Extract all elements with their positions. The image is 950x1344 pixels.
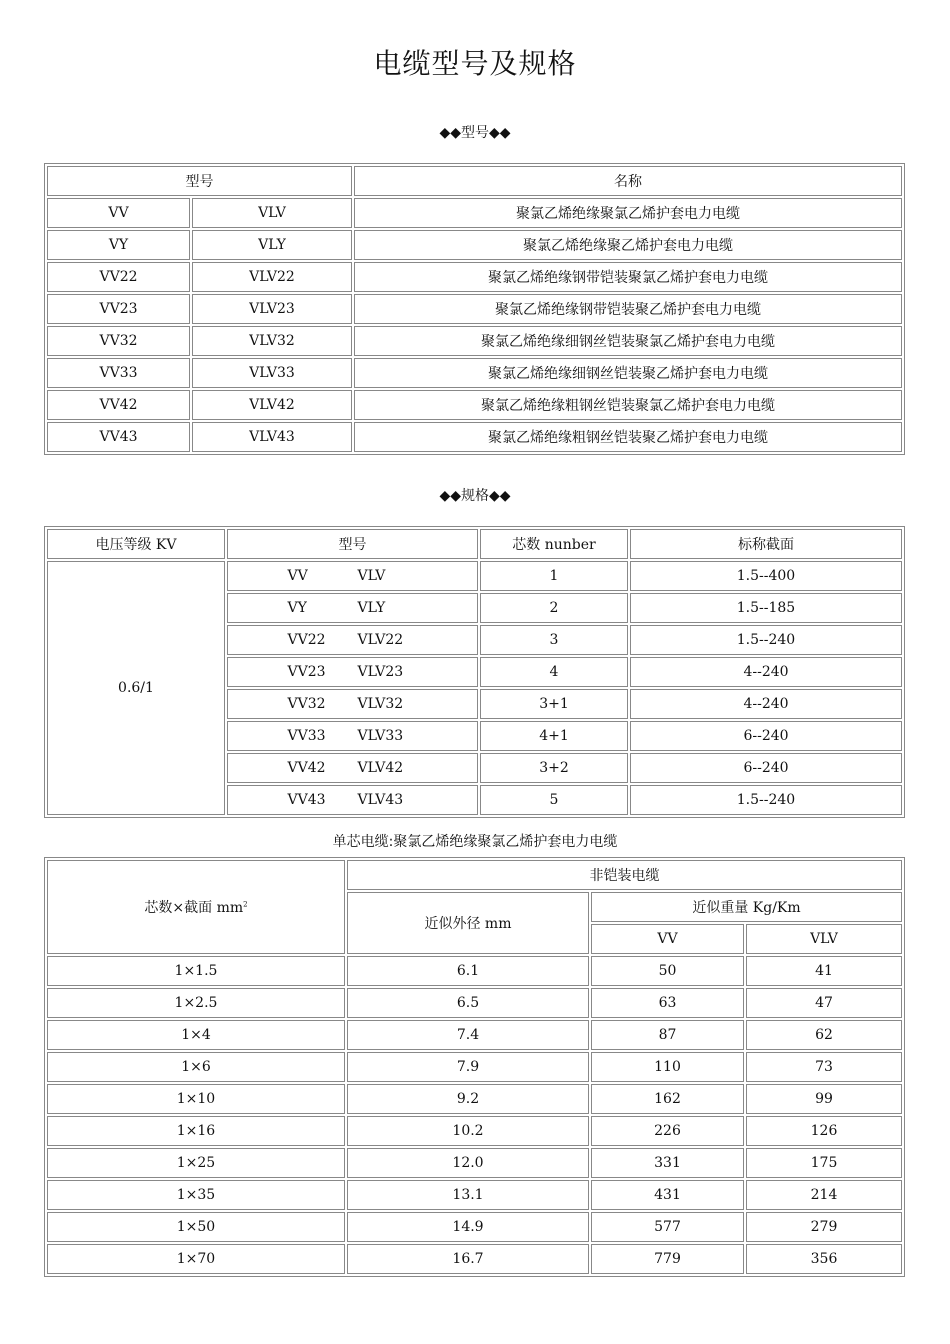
models-heading: ◆◆型号◆◆ [439,125,511,141]
table-row [47,422,902,452]
sc-vv: 110 [591,1052,744,1082]
spec-model-al: VLV [357,568,386,584]
spec-model [227,625,478,655]
spec-section: 6--240 [630,721,902,751]
spec-model [227,561,478,591]
single-core-note: 单芯电缆:聚氯乙烯绝缘聚氯乙烯护套电力电缆 [332,834,618,850]
sc-spec: 1×2.5 [47,988,345,1018]
spec-section: 1.5--185 [630,593,902,623]
model-name: 聚氯乙烯绝缘钢带铠装聚乙烯护套电力电缆 [354,294,902,324]
sc-spec: 1×16 [47,1116,345,1146]
table-row [47,1084,902,1114]
table-row [47,262,902,292]
spec-heading: ◆◆规格◆◆ [439,488,511,504]
spec-model-cu: VV43 [287,792,326,808]
sc-vv: 226 [591,1116,744,1146]
sc-diameter: 12.0 [347,1148,589,1178]
spec-model-cu: VV32 [287,696,326,712]
table-row [47,326,902,356]
models-table [44,163,905,455]
sc-vlv: 126 [746,1116,902,1146]
sc-vv: 331 [591,1148,744,1178]
sc-vv: 87 [591,1020,744,1050]
sc-vlv: 99 [746,1084,902,1114]
spec-table [44,526,905,818]
spec-header-voltage: 电压等级 KV [47,529,225,559]
sc-vv: 779 [591,1244,744,1274]
table-row [47,988,902,1018]
sc-header-vv: VV [591,924,744,954]
sc-spec: 1×10 [47,1084,345,1114]
model-cu: VV22 [47,262,190,292]
sc-spec: 1×25 [47,1148,345,1178]
sc-diameter: 7.9 [347,1052,589,1082]
sc-vv: 63 [591,988,744,1018]
sc-header-spec-sup: 2 [243,900,248,909]
spec-section: 1.5--240 [630,625,902,655]
spec-model [227,785,478,815]
spec-model [227,593,478,623]
table-row [47,230,902,260]
sc-vv: 162 [591,1084,744,1114]
sc-vlv: 279 [746,1212,902,1242]
spec-cores: 1 [480,561,628,591]
model-name: 聚氯乙烯绝缘聚氯乙烯护套电力电缆 [354,198,902,228]
model-al: VLV42 [192,390,352,420]
sc-vlv: 62 [746,1020,902,1050]
sc-spec: 1×6 [47,1052,345,1082]
page-title: 电缆型号及规格 [373,47,577,80]
model-al: VLV32 [192,326,352,356]
model-al: VLV33 [192,358,352,388]
sc-vlv: 175 [746,1148,902,1178]
spec-header-cores: 芯数 nunber [480,529,628,559]
spec-model-cu: VV23 [287,664,326,680]
table-row [47,294,902,324]
sc-header-weight: 近似重量 Kg/Km [591,892,902,922]
spec-cores: 4 [480,657,628,687]
model-name: 聚氯乙烯绝缘钢带铠装聚氯乙烯护套电力电缆 [354,262,902,292]
spec-header-model: 型号 [227,529,478,559]
model-al: VLV23 [192,294,352,324]
sc-vlv: 41 [746,956,902,986]
sc-spec: 1×50 [47,1212,345,1242]
sc-spec: 1×35 [47,1180,345,1210]
table-row [47,390,902,420]
table-row [47,1244,902,1274]
sc-vv: 577 [591,1212,744,1242]
model-al: VLV22 [192,262,352,292]
sc-diameter: 6.1 [347,956,589,986]
sc-vlv: 214 [746,1180,902,1210]
spec-section: 1.5--240 [630,785,902,815]
sc-vlv: 47 [746,988,902,1018]
spec-model-al: VLV43 [357,792,404,808]
spec-header-section: 标称截面 [630,529,902,559]
sc-vv: 50 [591,956,744,986]
spec-model [227,753,478,783]
model-al: VLV43 [192,422,352,452]
spec-model [227,721,478,751]
model-cu: VV32 [47,326,190,356]
sc-header-vlv: VLV [746,924,902,954]
sc-vv: 431 [591,1180,744,1210]
model-cu: VY [47,230,190,260]
table-row [47,956,902,986]
sc-diameter: 16.7 [347,1244,589,1274]
spec-model-cu: VY [287,600,307,616]
spec-section: 6--240 [630,753,902,783]
table-row [47,198,902,228]
table-row [47,358,902,388]
spec-model-al: VLV32 [357,696,404,712]
model-cu: VV42 [47,390,190,420]
model-name: 聚氯乙烯绝缘细钢丝铠装聚乙烯护套电力电缆 [354,358,902,388]
model-cu: VV43 [47,422,190,452]
sc-spec: 1×1.5 [47,956,345,986]
sc-header-diameter: 近似外径 mm [347,892,589,954]
spec-voltage: 0.6/1 [47,561,225,815]
model-name: 聚氯乙烯绝缘聚乙烯护套电力电缆 [354,230,902,260]
table-row [47,1116,902,1146]
table-row [47,1212,902,1242]
models-header-model: 型号 [47,166,352,196]
model-al: VLV [192,198,352,228]
spec-model-cu: VV22 [287,632,326,648]
spec-cores: 3+2 [480,753,628,783]
table-row [47,561,902,591]
model-cu: VV23 [47,294,190,324]
model-al: VLY [192,230,352,260]
model-cu: VV [47,198,190,228]
sc-diameter: 10.2 [347,1116,589,1146]
single-core-table [44,857,905,1277]
table-row [47,1020,902,1050]
model-cu: VV33 [47,358,190,388]
sc-header-spec [47,860,345,954]
spec-section: 1.5--400 [630,561,902,591]
spec-model-al: VLY [357,600,386,616]
sc-diameter: 14.9 [347,1212,589,1242]
sc-vlv: 73 [746,1052,902,1082]
spec-model-al: VLV22 [357,632,404,648]
sc-diameter: 13.1 [347,1180,589,1210]
spec-cores: 2 [480,593,628,623]
sc-diameter: 7.4 [347,1020,589,1050]
spec-model-cu: VV42 [287,760,326,776]
spec-model-cu: VV [287,568,308,584]
spec-model-al: VLV23 [357,664,404,680]
spec-cores: 3+1 [480,689,628,719]
model-name: 聚氯乙烯绝缘粗钢丝铠装聚氯乙烯护套电力电缆 [354,390,902,420]
table-row [47,1180,902,1210]
spec-cores: 5 [480,785,628,815]
model-name: 聚氯乙烯绝缘粗钢丝铠装聚乙烯护套电力电缆 [354,422,902,452]
models-header-name: 名称 [354,166,902,196]
sc-diameter: 9.2 [347,1084,589,1114]
spec-model-cu: VV33 [287,728,326,744]
spec-model [227,689,478,719]
sc-header-spec-label: 芯数×截面 mm [144,900,244,916]
sc-diameter: 6.5 [347,988,589,1018]
sc-vlv: 356 [746,1244,902,1274]
spec-cores: 3 [480,625,628,655]
model-name: 聚氯乙烯绝缘细钢丝铠装聚氯乙烯护套电力电缆 [354,326,902,356]
sc-spec: 1×4 [47,1020,345,1050]
sc-spec: 1×70 [47,1244,345,1274]
spec-model-al: VLV33 [357,728,404,744]
spec-model [227,657,478,687]
table-row [47,1052,902,1082]
spec-cores: 4+1 [480,721,628,751]
table-row [47,1148,902,1178]
spec-section: 4--240 [630,657,902,687]
sc-header-group: 非铠装电缆 [347,860,902,890]
spec-model-al: VLV42 [357,760,404,776]
spec-section: 4--240 [630,689,902,719]
